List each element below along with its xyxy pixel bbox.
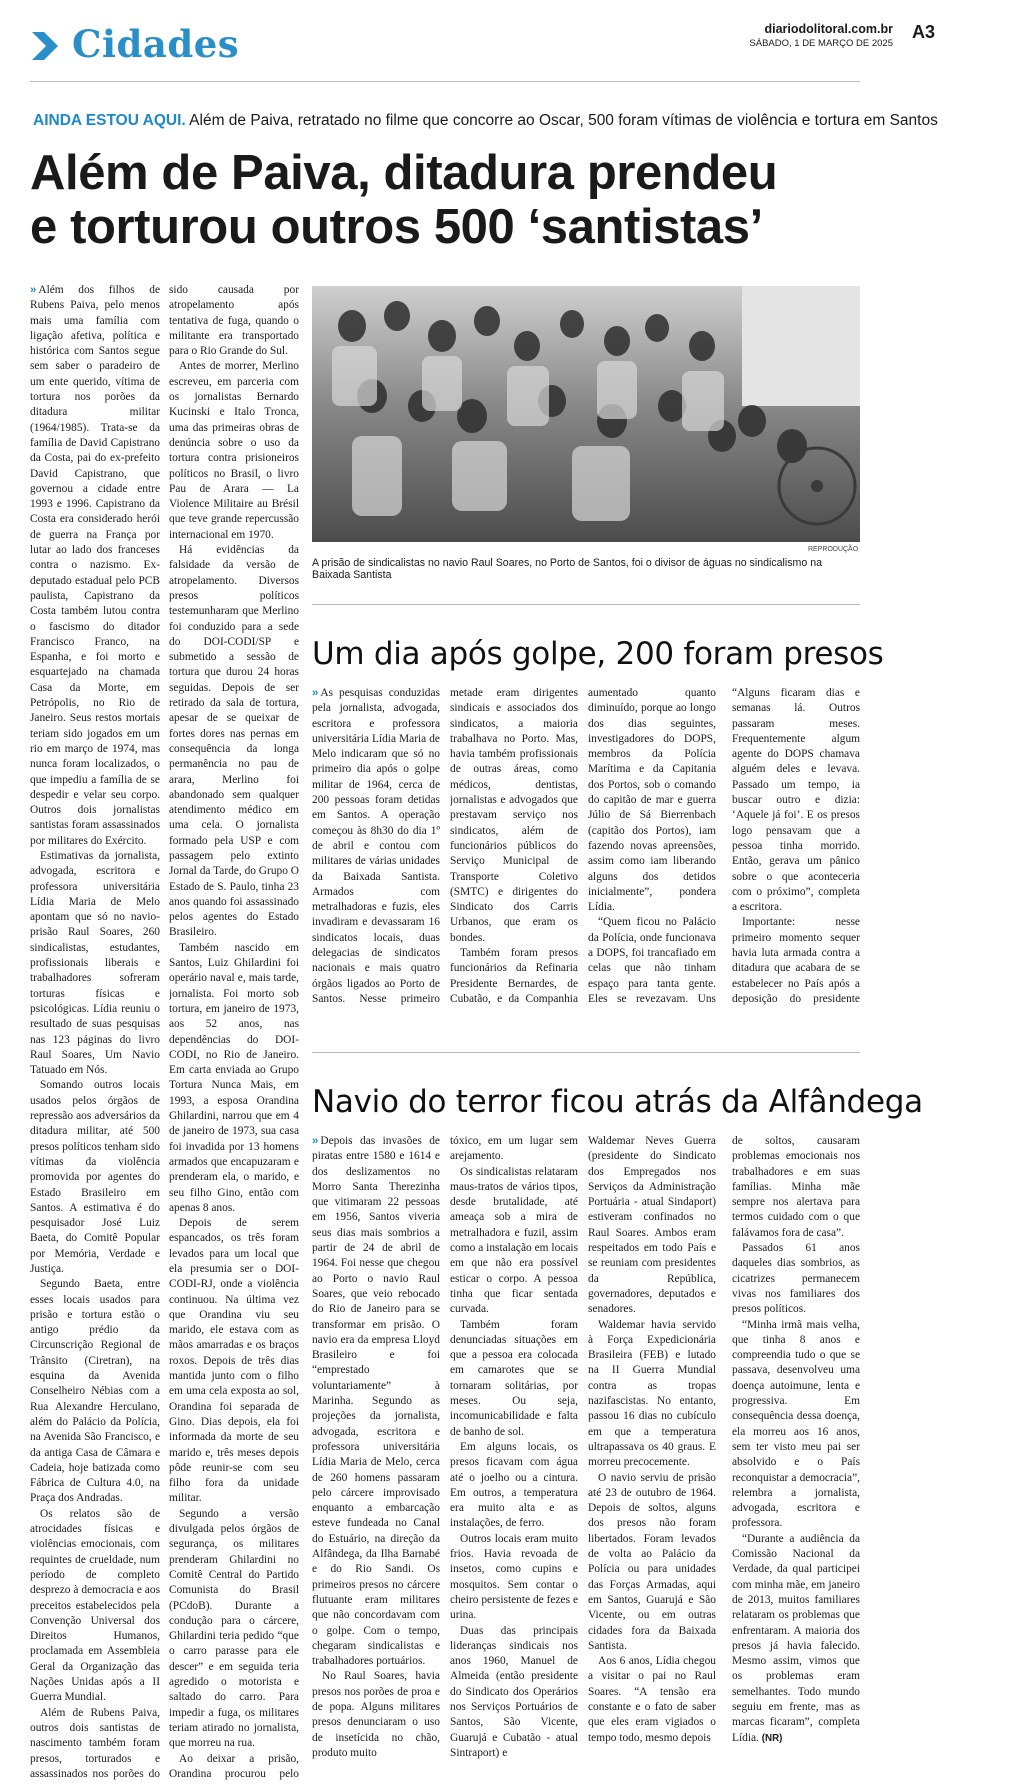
news-photo xyxy=(312,286,860,542)
byline: (NR) xyxy=(761,1732,783,1744)
paragraph: Além de Rubens Paiva, outros dois santistas de nascimento também foram presos, torturados e assassinados nos porões do xyxy=(30,1706,160,1780)
header-divider xyxy=(30,81,860,82)
story3-col-1 xyxy=(312,1134,440,1782)
main-story-col-2 xyxy=(169,283,299,1783)
story-divider xyxy=(312,604,860,605)
paragraph: “Durante a audiência da Comissão Nacional da Verdade, da qual participei com minha mãe, em janeiro de 2013, muitos familiares relataram os problemas que enfrentaram. A maioria dos presos já havia falecido. Mesmo assim, vimos que os problemas eram semelhantes. Todo mundo seguiu em frente, mas as marcas ficaram”, completa Lídia. (NR) xyxy=(732,1532,860,1744)
paragraph: Waldemar Neves Guerra (presidente do Sindicato dos Empregados nos Serviços da Administração Portuária - atual Sindaport) estiveram confinados no Raul Soares. Ambos eram respeitados em todo País e se reuniam com presidentes da República, governadores, deputados e senadores. xyxy=(588,1135,716,1316)
paragraph: Waldemar havia servido à Força Expedicionária Brasileira (FEB) e lutado na II Guerra Mundial contra as tropas nazifascistas. No entanto, passou 16 dias no cubículo em que a temperatura ultrapassava os 40 graus. E morreu precocemente. xyxy=(588,1318,716,1469)
story3-headline: Navio do terror ficou atrás da Alfândega xyxy=(312,1084,923,1120)
paragraph: Também nascido em Santos, Luiz Ghilardini foi operário naval e, mais tarde, jornalista. Foi morto sob tortura, em janeiro de 1973, aos 52 anos, nas dependências do DOI-CODI, no Rio de Janeiro. Em carta enviada ao Grupo Tortura Nunca Mais, em 1993, a esposa Orandina Ghilardini, narrou que em 4 de janeiro de 1973, sua casa foi invadida por 13 homens armados que encapuzaram e prenderam ela, o marido, e seu filho Gino, então com apenas 8 anos. xyxy=(169,941,299,1214)
paragraph-start-icon: » xyxy=(312,687,319,699)
paragraph: Aos 6 anos, Lídia chegou a visitar o pai no Raul Soares. “A tensão era constante e o fato de saber que eles eram vigiados o tempo todo, mesmo depois xyxy=(588,1655,716,1744)
paragraph: Ao deixar a prisão, Orandina procurou pelo xyxy=(169,1752,299,1780)
paragraph: Segundo Baeta, entre esses locais usados para prisão e tortura estão o antigo prédio da Circunscrição Regional de Trânsito (Ciretran), na esquina da Avenida Conselheiro Nébias com a Rua Alexandre Herculano, além do Palácio da Polícia, na Avenida São Francisco, e da antiga Casa de Câmara e Cadeia, hoje batizada como Fábrica de Cultura 4.0, na Praça dos Andradas. xyxy=(30,1278,160,1505)
paragraph: » Depois das invasões de piratas entre 1580 e 1614 e dos deslizamentos no Morro Santa Therezinha que vitimaram 22 pessoas em 1956, Santos viveria seus dias mais sombrios a partir de 24 de abril de 1964. Foi nesse que chegou ao Porto o navio Raul Soares, que veio rebocado do Rio de Janeiro para se transformar em prisão. O navio era da empresa Lloyd Brasileiro e foi “emprestado voluntariamente” à Marinha. Segundo as projeções da jornalista, advogada, escritora e professora universitária Lídia Maria de Melo, cerca de 260 homens passaram pelo cárcere improvisado enquanto a embarcação esteve fundeada no Canal do Estuário, na direção da Alfândega, da Ilha Barnabé e do Rio Sandi. Os primeiros presos no cárcere flutuante eram militares que não concordavam com o golpe. Com o tempo, chegaram sindicalistas e trabalhadores portuários. xyxy=(312,1135,440,1668)
paragraph: Depois de serem espancados, os três foram levados para um local que ela presumia ser o DOI-CODI-RJ, onde a violência continuou. Na última vez que Orandina viu seu marido, ele estava com as mãos amarradas e os braços roxos. Depois de três dias mantida junto com o filho em uma cela exposta ao sol, Orandina foi separada de Gino. Dias depois, ela foi informada da morte de seu marido e, três meses depois pôde reunir-se com seu filho fora da unidade militar. xyxy=(169,1217,299,1505)
paragraph: Importante: nesse primeiro momento sequer havia luta armada contra a ditadura que acabara de se estabelecer no País após a deposição do presidente xyxy=(732,916,860,1005)
paragraph: Segundo a versão divulgada pelos órgãos de segurança, os militares prenderam Ghilardini no Comitê Central do Partido Comunista do Brasil (PCdoB). Durante a condução para o cárcere, Ghilardini teria pedido “que o carro parasse para ele descer” e em seguida teria agredido o motorista e saltado do carro. Para impedir a fuga, os militares teriam atirado no jornalista, que morreu na rua. xyxy=(169,1507,299,1750)
paragraph: Em alguns locais, os presos ficavam com água até o joelho ou a cintura. Em outros, a temperatura era muito alta e as instalações, de ferro. xyxy=(450,1440,578,1530)
paragraph: de soltos, causaram problemas emocionais nos trabalhadores e em suas famílias. Minha mãe sempre nos alertava para termos cuidado com o que falávamos fora de casa”. xyxy=(732,1135,860,1239)
paragraph: Há evidências da falsidade da versão de atropelamento. Diversos presos políticos testemunharam que Merlino foi conduzido para a sede do DOI-CODI/SP e submetido a sessão de tortura que durou 24 horas seguidas. Depois de ser retirado da sala de tortura, apesar de se queixar de fortes dores nas pernas em consequência da longa permanência no pau de arara, Merlino foi abandonado sem qualquer atendimento médico em uma cela. O jornalista formado pela USP e com passagem pelo extinto Jornal da Tarde, do Grupo O Estado de S. Paulo, tinha 23 anos quando foi assassinado pelos agentes do Estado Brasileiro. xyxy=(169,544,299,939)
paragraph: Passados 61 anos daqueles dias sombrios, as cicatrizes permanecem vivas nos familiares dos presos políticos. xyxy=(732,1242,860,1316)
story3-col-3 xyxy=(588,1134,716,1782)
headline-line-1: Além de Paiva, ditadura prendeu xyxy=(30,146,778,200)
story3-col-2 xyxy=(450,1134,578,1782)
story2-col-1 xyxy=(312,686,440,1006)
paragraph: tóxico, em um lugar sem arejamento. xyxy=(450,1135,578,1163)
paragraph: Antes de morrer, Merlino escreveu, em parceria com os jornalistas Bernardo Kucinski e Italo Tronca, uma das primeiras obras de denúncia sobre o uso da tortura contra prisioneiros políticos no Brasil, o livro Pau de Arara — La Violence Militaire au Brésil que teve grande repercussão internacional em 1970. xyxy=(169,360,299,541)
story2-headline: Um dia após golpe, 200 foram presos xyxy=(312,636,884,672)
paragraph: Estimativas da jornalista, advogada, escritora e professora universitária Lídia Maria de Melo apontam que só no navio-prisão Raul Soares, 260 sindicalistas, estudantes, profissionais liberais e trabalhadores sofreram torturas físicas e psicológicas. Lídia reuniu o resultado de suas pesquisas nas 123 páginas do livro Raul Soares, Um Navio Tatuado em Nós. xyxy=(30,849,160,1077)
story2-col-4 xyxy=(732,686,860,1006)
paragraph: metade eram dirigentes sindicais e associados dos sindicatos, a maioria trabalhava no Porto. Mas, havia também profissionais de outras áreas, como médicos, dentistas, jornalistas e advogados que prestavam serviço nos sindicatos, além de funcionários públicos do Serviço Municipal de Transporte Coletivo (SMTC) e dirigentes do Sindicato dos Carris Urbanos, que eram os bondes. xyxy=(450,687,578,944)
kicker-text: Além de Paiva, retratado no filme que concorre ao Oscar, 500 foram vítimas de violência e tortura em Santos xyxy=(189,112,938,129)
story-divider xyxy=(312,1052,860,1053)
paragraph: Também foram presos funcionários da Refinaria Presidente Bernardes, de Cubatão, e da Companhia xyxy=(450,947,578,1005)
headline-line-2: e torturou outros 500 ‘santistas’ xyxy=(30,200,763,254)
story2-col-2 xyxy=(450,686,578,1006)
story3-col-4 xyxy=(732,1134,860,1782)
paragraph: sido causada por atropelamento após tentativa de fuga, quando o militante era transportado para o Rio Grande do Sul. xyxy=(169,284,299,358)
paragraph: Outros locais eram muito frios. Havia revoada de insetos, como cupins e mosquitos. Sem contar o cheiro persistente de fezes e urina. xyxy=(450,1532,578,1622)
masthead xyxy=(0,0,1011,82)
paragraph-start-icon: » xyxy=(30,284,37,296)
paragraph: “Minha irmã mais velha, que tinha 8 anos e compreendia tudo o que se passava, desenvolveu uma doença autoimune, lenta e progressiva. Em consequência dessa doença, ela morreu aos 16 anos, sem ter visto meu pai ser absolvido e o País reconquistar a democracia”, relembra a jornalista, advogada, escritora e professora. xyxy=(732,1318,860,1530)
paragraph: Os sindicalistas relataram maus-tratos de vários tipos, desde brutalidade, até ameaça sob a mira de metralhadora e fuzil, assim como a instalação em locais em que não era possível esticar o corpo. A pessoa tinha que ficar sentada curvada. xyxy=(450,1165,578,1316)
paragraph: O navio serviu de prisão até 23 de outubro de 1964. Depois de soltos, alguns dos presos não foram libertados. Foram levados de volta ao Palácio da Polícia ou para unidades das Forças Armadas, aqui em Santos, Guarujá e São Vicente, ou em outras cidades fora da Baixada Santista. xyxy=(588,1471,716,1652)
story2-col-3 xyxy=(588,686,716,1006)
paragraph: Duas das principais lideranças sindicais nos anos 1960, Manuel de Almeida (então presidente do Sindicato dos Operários nos Serviços Portuários de Santos, São Vicente, Guarujá e Cubatão - atual Sintraport) e xyxy=(450,1624,578,1759)
paragraph: Somando outros locais usados pelos órgãos de repressão aos adversários da ditadura militar, até 500 presos políticos tenham sido vítimas da violência promovida por agentes do Estado Brasileiro em Santos. A estimativa é do pesquisador José Luiz Baeta, do Comitê Popular por Memória, Verdade e Justiça. xyxy=(30,1079,160,1275)
photo-image xyxy=(312,286,860,542)
kicker-label: AINDA ESTOU AQUI. xyxy=(33,112,186,129)
kicker xyxy=(33,112,983,130)
section-chevron-icon xyxy=(30,30,64,62)
paragraph: » As pesquisas conduzidas pela jornalista, advogada, escritora e professora universitária Lídia Maria de Melo indicaram que só no primeiro dia após o golpe militar de 1964, cerca de 200 pessoas foram detidas em Santos. A operação começou às 8h30 do dia 1º de abril e contou com militares de várias unidades da Baixada Santista. Armados com metralhadoras e fuzis, eles invadiram e devassaram 16 sindicatos locais, duas delegacias de sindicatos nacionais e mais quatro órgãos ligados ao Porto de Santos. Nesse primeiro xyxy=(312,687,440,1005)
page-number: A3 xyxy=(912,22,936,42)
paragraph: Os relatos são de atrocidades físicas e violências emocionais, com requintes de crueldade, num período de completo desprezo à democracia e aos preceitos estabelecidos pela Convenção Universal dos Direitos Humanos, proclamada em Assembleia Geral da Organização das Nações Unidas após a II Guerra Mundial. xyxy=(30,1507,160,1704)
paragraph: aumentado quanto diminuído, porque ao longo dos dias seguintes, investigadores do DOPS, membros da Polícia Marítima e da Capitania dos Portos, sob o comando do capitão de mar e guerra Júlio de Sá Bierrenbach (capitão dos Portos), iam fazendo novas apreensões, assim como iam liberando alguns dos detidos inicialmente”, pondera Lídia. xyxy=(588,687,716,914)
section-title: Cidades xyxy=(72,22,240,66)
main-headline xyxy=(30,146,990,254)
main-story-col-1 xyxy=(30,283,160,1783)
paragraph: Também foram denunciadas situações em que a pessoa era colocada em camarotes que se tornaram solitárias, por meses. Ou seja, incomunicabilidade e falta de banho de sol. xyxy=(450,1318,578,1438)
paragraph-start-icon: » xyxy=(312,1135,319,1147)
paragraph: “Alguns ficaram dias e semanas lá. Outros passaram meses. Frequentemente algum agente do DOPS chamava alguém deles e levava. Passado um tempo, ia buscar outro e dizia: ‘Aquele já foi’. E os presos logo pensavam que a pessoa tinha morrido. Então, gerava um pânico sobre o que aconteceria com o próximo”, completa a escritora. xyxy=(732,687,860,914)
photo-caption: A prisão de sindicalistas no navio Raul Soares, no Porto de Santos, foi o divisor de águas no sindicalismo na Baixada Santista xyxy=(312,557,822,581)
photo-credit: REPRODUÇÃO xyxy=(808,546,859,553)
paragraph: No Raul Soares, havia presos nos porões de proa e de popa. Alguns militares presos denunciaram o uso de insetícida no chão, produto muito xyxy=(312,1670,440,1759)
site-url: diariodolitoral.com.br xyxy=(764,22,893,36)
paragraph: » Além dos filhos de Rubens Paiva, pelo menos mais uma família com ligação afetiva, política e histórica com Santos segue sem saber o paradeiro de um ente querido, vítima de tortura nos porões da ditadura militar (1964/1985). Trata-se da família de David Capistrano da Costa, pai do ex-prefeito David Capistrano, que governou a cidade entre 1993 e 1996. Capistrano da Costa era considerado herói de guerra na França por lutar ao lado dos franceses contra o nazismo. Ex-deputado estadual pelo PCB paulista, Capistrano da Costa também lutou contra o fascismo do ditador Francisco Franco, na Espanha, e foi morto e esquartejado na chamada Casa da Morte, em Petrópolis, no Rio de Janeiro. Seus restos mortais teriam sido jogados em um rio em março de 1974, mas nunca foram localizados, o que impediu a família de se despedir e velar seu corpo. Outros dois jornalistas santistas foram assassinados por militares do Exército. xyxy=(30,284,160,847)
paragraph: “Quem ficou no Palácio da Polícia, onde funcionava a DOPS, foi trancafiado em celas que não tinham espaço para tanta gente. Eles se revezavam. Uns xyxy=(588,916,716,1005)
issue-date: SÁBADO, 1 DE MARÇO DE 2025 xyxy=(749,38,893,49)
